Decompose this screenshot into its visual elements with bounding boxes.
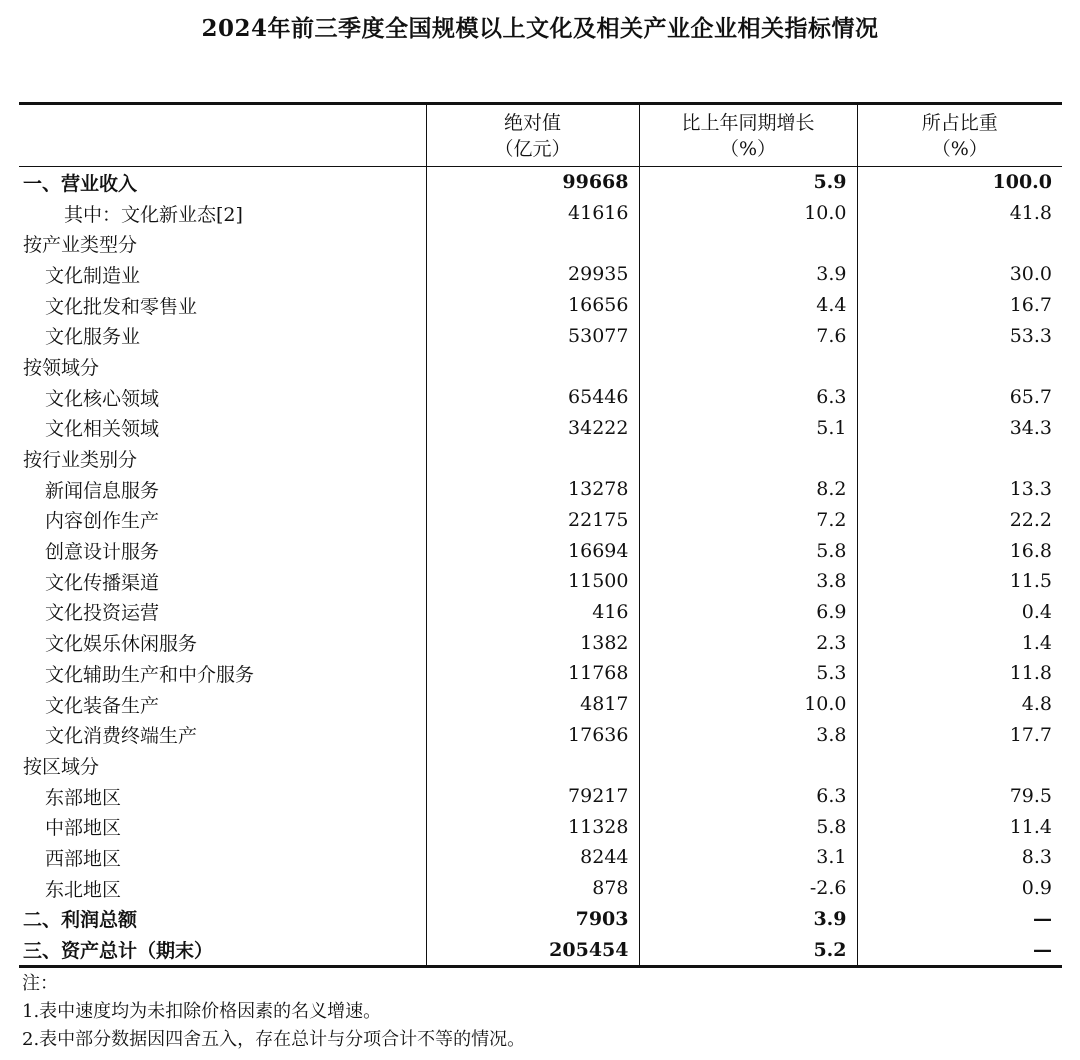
row-label: 创意设计服务 (45, 541, 160, 564)
cell-growth: 6.3 (639, 781, 857, 812)
header-value-unit: （亿元） (494, 137, 571, 160)
row-label: 文化相关领域 (45, 418, 160, 441)
cell-share: 22.2 (857, 505, 1062, 536)
cell-value: 416 (426, 597, 639, 628)
cell-growth: 5.8 (639, 811, 857, 842)
table-row (19, 382, 1062, 413)
cell-value: 29935 (426, 259, 639, 290)
cell-growth (639, 750, 857, 781)
cell-value: 17636 (426, 719, 639, 750)
cell-share: 16.8 (857, 535, 1062, 566)
cell-growth: 3.1 (639, 842, 857, 873)
cell-growth (639, 351, 857, 382)
cell-growth: 6.9 (639, 597, 857, 628)
cell-share: 4.8 (857, 689, 1062, 720)
row-label: 按行业类别分 (23, 449, 138, 472)
cell-value: 13278 (426, 474, 639, 505)
cell-growth: 5.1 (639, 413, 857, 444)
row-label: 其中：文化新业态[2] (64, 203, 243, 226)
table-row (19, 627, 1062, 658)
note-heading: 注： (22, 973, 58, 994)
row-label: 三、资产总计（期末） (19, 934, 426, 966)
table-row (19, 750, 1062, 781)
cell-share: 11.8 (857, 658, 1062, 689)
table-row (19, 811, 1062, 842)
cell-value: 16694 (426, 535, 639, 566)
cell-share: — (857, 934, 1062, 966)
table-row (19, 842, 1062, 873)
cell-share (857, 443, 1062, 474)
row-label: 西部地区 (45, 847, 122, 870)
cell-share: 11.4 (857, 811, 1062, 842)
header-cell-growth (639, 104, 857, 167)
table-row (19, 597, 1062, 628)
row-label: 文化消费终端生产 (45, 725, 198, 748)
header-share-name: 所占比重 (921, 111, 998, 134)
header-growth-unit: （%） (719, 137, 777, 160)
table-row (19, 413, 1062, 444)
cell-share: 65.7 (857, 382, 1062, 413)
row-label: 内容创作生产 (45, 510, 160, 533)
header-row (19, 104, 1062, 167)
footnotes (22, 970, 525, 1054)
cell-share: 53.3 (857, 320, 1062, 351)
cell-growth: 7.2 (639, 505, 857, 536)
cell-growth: 3.9 (639, 259, 857, 290)
table-body (19, 167, 1062, 967)
table-row (19, 198, 1062, 229)
cell-growth: 3.8 (639, 566, 857, 597)
cell-value: 65446 (426, 382, 639, 413)
table-row (19, 535, 1062, 566)
table-title: 2024年前三季度全国规模以上文化及相关产业企业相关指标情况 (201, 15, 879, 42)
row-label: 东北地区 (45, 878, 122, 901)
cell-share: 0.9 (857, 873, 1062, 904)
row-label: 文化娱乐休闲服务 (45, 633, 198, 656)
header-cell-share (857, 104, 1062, 167)
cell-growth: 10.0 (639, 198, 857, 229)
table-row (19, 228, 1062, 259)
row-label: 文化服务业 (45, 326, 141, 349)
table-row (19, 689, 1062, 720)
cell-share: 13.3 (857, 474, 1062, 505)
row-label: 中部地区 (45, 817, 122, 840)
cell-share: 41.8 (857, 198, 1062, 229)
cell-value: 99668 (426, 167, 639, 198)
cell-value: 4817 (426, 689, 639, 720)
cell-share (857, 351, 1062, 382)
cell-value (426, 228, 639, 259)
cell-growth: 5.8 (639, 535, 857, 566)
cell-growth: 7.6 (639, 320, 857, 351)
row-label: 文化制造业 (45, 264, 141, 287)
cell-share: 79.5 (857, 781, 1062, 812)
cell-growth: 5.3 (639, 658, 857, 689)
row-label: 文化投资运营 (45, 602, 160, 625)
cell-share (857, 228, 1062, 259)
cell-value: 1382 (426, 627, 639, 658)
cell-share: 30.0 (857, 259, 1062, 290)
table-row (19, 320, 1062, 351)
table-row (19, 259, 1062, 290)
header-growth-name: 比上年同期增长 (681, 111, 815, 134)
cell-share: 11.5 (857, 566, 1062, 597)
cell-growth: 8.2 (639, 474, 857, 505)
row-label: 二、利润总额 (23, 909, 138, 932)
header-value-name: 绝对值 (503, 111, 561, 134)
cell-value: 7903 (426, 904, 639, 935)
cell-share: 34.3 (857, 413, 1062, 444)
row-label: 文化装备生产 (45, 694, 160, 717)
table-row (19, 781, 1062, 812)
cell-value: 16656 (426, 290, 639, 321)
cell-value: 11328 (426, 811, 639, 842)
header-cell-item (19, 104, 426, 167)
row-label: 按领域分 (23, 356, 100, 379)
table-row (19, 566, 1062, 597)
cell-growth (639, 228, 857, 259)
row-label: 文化传播渠道 (45, 571, 160, 594)
table-row (19, 351, 1062, 382)
cell-value: 878 (426, 873, 639, 904)
header-cell-value (426, 104, 639, 167)
cell-value: 34222 (426, 413, 639, 444)
cell-value (426, 351, 639, 382)
cell-growth: 5.9 (639, 167, 857, 198)
table-row (19, 443, 1062, 474)
cell-value: 11500 (426, 566, 639, 597)
row-label: 文化辅助生产和中介服务 (45, 663, 255, 686)
cell-share: 1.4 (857, 627, 1062, 658)
row-label: 文化核心领域 (45, 387, 160, 410)
table-row (19, 167, 1062, 198)
cell-growth: 10.0 (639, 689, 857, 720)
cell-growth: 2.3 (639, 627, 857, 658)
cell-value: 8244 (426, 842, 639, 873)
table-row (19, 505, 1062, 536)
cell-value: 53077 (426, 320, 639, 351)
cell-share: 0.4 (857, 597, 1062, 628)
table-row (19, 934, 1062, 966)
cell-value (426, 750, 639, 781)
cell-growth: 5.2 (639, 934, 857, 966)
row-label: 按产业类型分 (23, 234, 138, 257)
note-2: 2.表中部分数据因四舍五入，存在总计与分项合计不等的情况。 (22, 1029, 526, 1050)
table-row (19, 873, 1062, 904)
cell-share: 16.7 (857, 290, 1062, 321)
cell-growth (639, 443, 857, 474)
cell-share (857, 750, 1062, 781)
cell-value: 205454 (426, 934, 639, 966)
cell-growth: 3.8 (639, 719, 857, 750)
cell-growth: -2.6 (639, 873, 857, 904)
table-row (19, 904, 1062, 935)
row-label: 新闻信息服务 (45, 479, 160, 502)
cell-value: 79217 (426, 781, 639, 812)
indicators-table (19, 102, 1062, 968)
cell-growth: 3.9 (639, 904, 857, 935)
header-share-unit: （%） (931, 137, 988, 160)
cell-value (426, 443, 639, 474)
cell-value: 11768 (426, 658, 639, 689)
row-label: 一、营业收入 (23, 172, 138, 195)
row-label: 东部地区 (45, 786, 122, 809)
cell-growth: 6.3 (639, 382, 857, 413)
cell-value: 22175 (426, 505, 639, 536)
table-row (19, 658, 1062, 689)
table-row (19, 474, 1062, 505)
row-label: 文化批发和零售业 (45, 295, 198, 318)
cell-growth: 4.4 (639, 290, 857, 321)
cell-share: 8.3 (857, 842, 1062, 873)
cell-share: — (857, 904, 1062, 935)
table-row (19, 719, 1062, 750)
note-1: 1.表中速度均为未扣除价格因素的名义增速。 (22, 1001, 382, 1022)
cell-share: 17.7 (857, 719, 1062, 750)
cell-value: 41616 (426, 198, 639, 229)
table-row (19, 290, 1062, 321)
row-label: 按区域分 (23, 755, 100, 778)
cell-share: 100.0 (857, 167, 1062, 198)
